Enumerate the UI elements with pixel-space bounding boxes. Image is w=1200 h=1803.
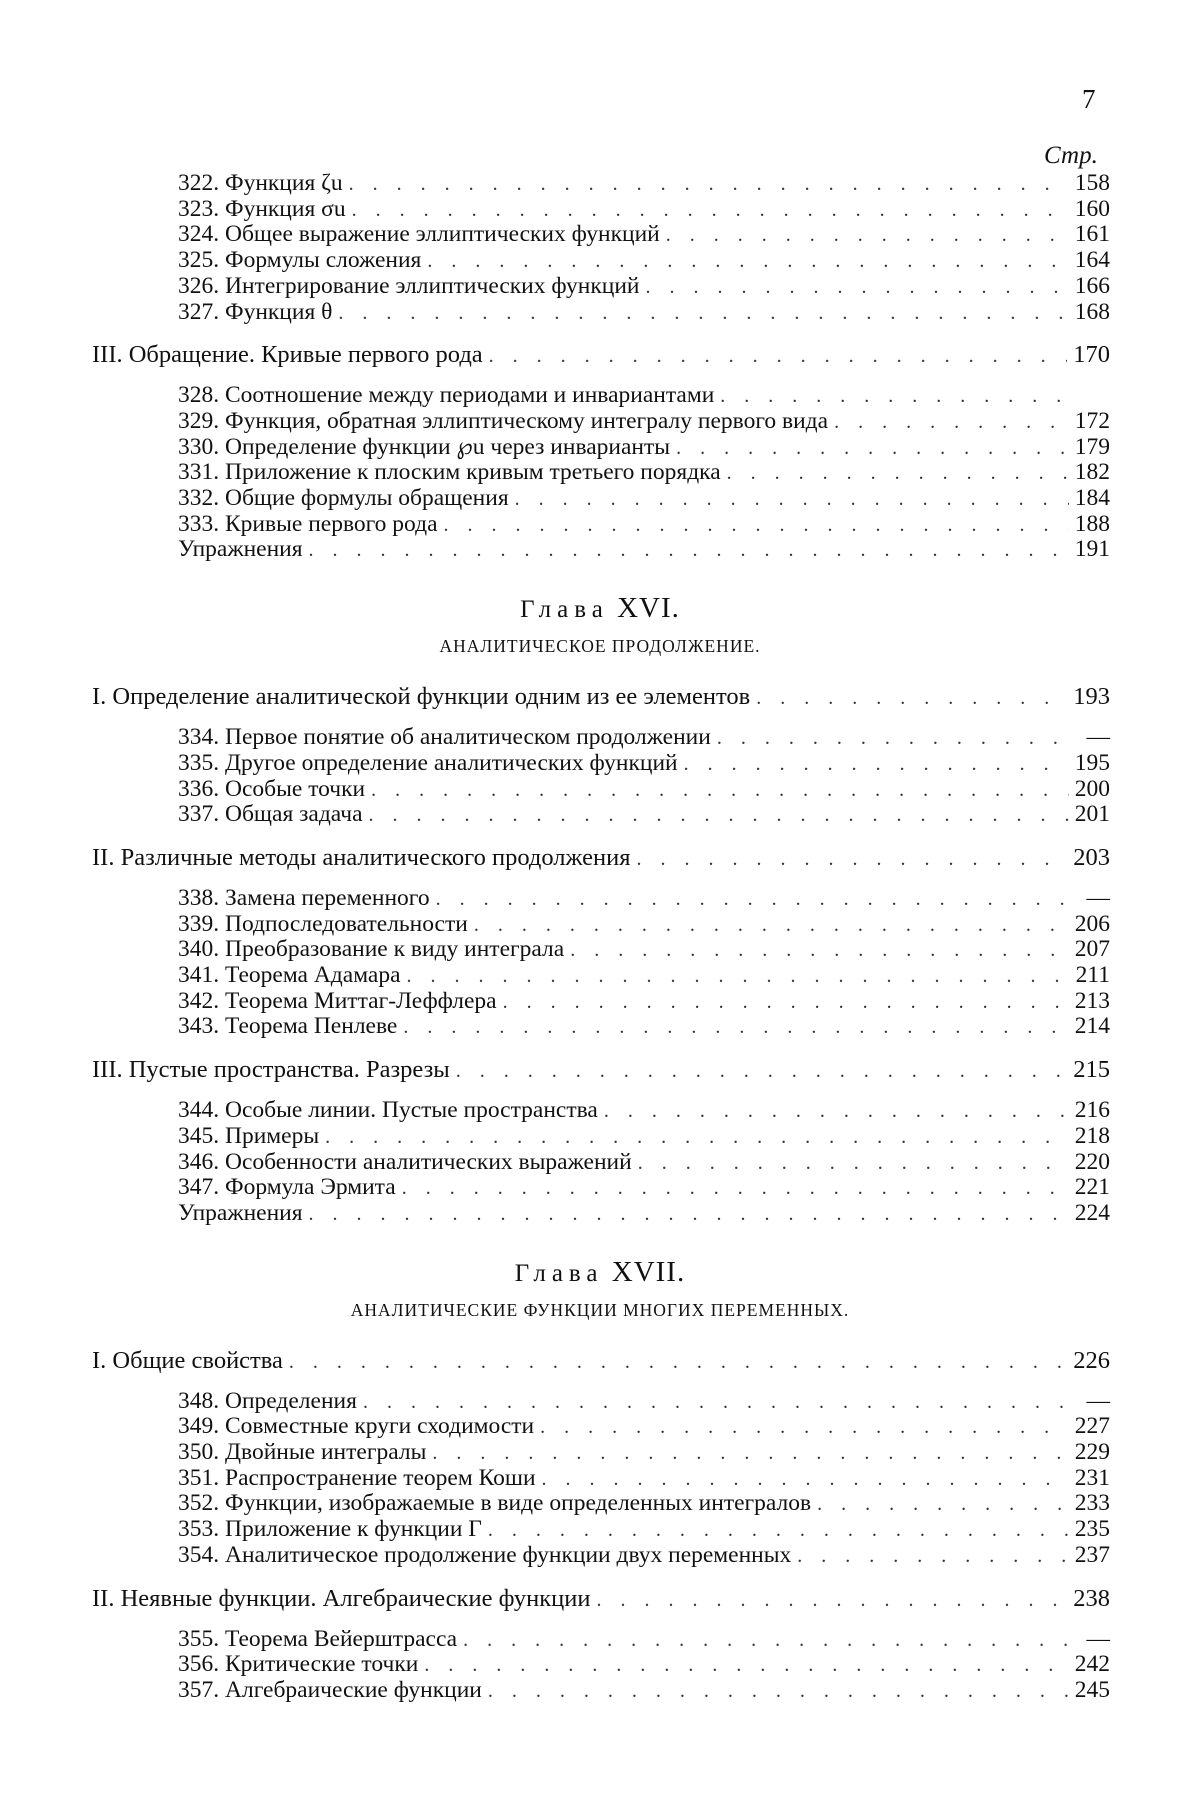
dot-leader xyxy=(684,751,1069,777)
dot-leader xyxy=(834,409,1069,435)
page-ref: — xyxy=(1076,724,1110,750)
dot-leader xyxy=(352,197,1069,223)
dot-leader xyxy=(369,802,1069,828)
section-title: III. Пустые пространства. Разрезы xyxy=(92,1057,450,1083)
toc-entry xyxy=(178,885,1110,912)
entry-title: 356. Критические точки xyxy=(178,1651,418,1677)
entry-title: 332. Общие формулы обращения xyxy=(178,485,509,511)
toc-entry xyxy=(178,1149,1110,1176)
toc-entry xyxy=(178,1439,1110,1466)
page-ref: 216 xyxy=(1075,1097,1110,1123)
dot-leader xyxy=(488,1517,1069,1543)
page-ref: 206 xyxy=(1075,911,1110,937)
page-ref: 226 xyxy=(1073,1348,1110,1374)
dot-leader xyxy=(717,725,1070,751)
toc-entry xyxy=(178,459,1110,486)
dot-leader xyxy=(596,1587,1067,1613)
entry-title: 324. Общее выражение эллиптических функций xyxy=(178,221,660,247)
dot-leader xyxy=(797,1543,1068,1569)
entry-title: 352. Функции, изображаемые в виде определенных интегралов xyxy=(178,1490,811,1516)
toc-entry xyxy=(178,1516,1110,1543)
dot-leader xyxy=(309,537,1069,563)
page-ref: 195 xyxy=(1075,750,1110,776)
dot-leader xyxy=(338,300,1068,326)
dot-leader xyxy=(570,937,1069,963)
dot-leader xyxy=(371,777,1069,803)
toc-entry xyxy=(178,1174,1110,1201)
toc-entry xyxy=(178,776,1110,803)
entry-title: 322. Функция ζu xyxy=(178,170,343,196)
chapter-numeral: XVI. xyxy=(617,592,680,624)
dot-leader xyxy=(349,171,1069,197)
page-ref: 237 xyxy=(1075,1542,1110,1568)
dot-leader xyxy=(542,1466,1069,1492)
entry-title: 357. Алгебраические функции xyxy=(178,1677,482,1703)
entry-title: 349. Совместные круги сходимости xyxy=(178,1413,534,1439)
entry-title: 338. Замена переменного xyxy=(178,885,430,911)
page-ref: 227 xyxy=(1075,1413,1110,1439)
page-ref: 200 xyxy=(1075,776,1110,802)
toc-entry xyxy=(178,1626,1110,1653)
toc-entry xyxy=(178,1542,1110,1569)
dot-leader xyxy=(638,1150,1069,1176)
dot-leader xyxy=(363,1389,1070,1415)
chapter-word: Глава xyxy=(515,1260,604,1287)
entry-title: 354. Аналитическое продолжение функции двух переменных xyxy=(178,1542,791,1568)
toc-entry xyxy=(178,382,1110,409)
entry-title: 331. Приложение к плоским кривым третьего порядка xyxy=(178,459,721,485)
entry-title: 334. Первое понятие об аналитическом продолжении xyxy=(178,724,711,750)
toc-entry xyxy=(178,485,1110,512)
chapter-heading xyxy=(0,592,1200,625)
page-ref: 235 xyxy=(1075,1516,1110,1542)
page-ref: 220 xyxy=(1075,1149,1110,1175)
entry-title: 355. Теорема Вейерштрасса xyxy=(178,1626,457,1652)
page-ref: 231 xyxy=(1075,1465,1110,1491)
dot-leader xyxy=(515,486,1069,512)
dot-leader xyxy=(488,1678,1069,1704)
entry-title: 353. Приложение к функции Γ xyxy=(178,1516,482,1542)
page-ref: 233 xyxy=(1075,1490,1110,1516)
page-ref: 207 xyxy=(1075,936,1110,962)
dot-leader xyxy=(720,383,1070,409)
page-ref: 213 xyxy=(1075,988,1110,1014)
entry-title: 339. Подпоследовательности xyxy=(178,911,468,937)
entry-title: 350. Двойные интегралы xyxy=(178,1439,426,1465)
dot-leader xyxy=(309,1201,1069,1227)
page-ref: 188 xyxy=(1075,511,1110,537)
toc-entry xyxy=(178,1123,1110,1150)
toc-entry xyxy=(178,408,1110,435)
section-heading xyxy=(92,845,1110,872)
page-ref: 229 xyxy=(1075,1439,1110,1465)
toc-entry xyxy=(178,273,1110,300)
toc-entry xyxy=(178,299,1110,326)
toc-entry xyxy=(178,1013,1110,1040)
page-ref: 201 xyxy=(1075,801,1110,827)
toc-entry xyxy=(178,170,1110,197)
page-ref: — xyxy=(1076,1388,1110,1414)
dot-leader xyxy=(432,1440,1068,1466)
entry-title: 348. Определения xyxy=(178,1388,357,1414)
page-ref: 182 xyxy=(1075,459,1110,485)
toc-entry xyxy=(178,536,1110,563)
dot-leader xyxy=(646,274,1069,300)
page-ref: 221 xyxy=(1075,1174,1110,1200)
entry-title: Упражнения xyxy=(178,1200,303,1226)
entry-title: 335. Другое определение аналитических функций xyxy=(178,750,678,776)
section-heading xyxy=(92,1057,1110,1084)
section-heading xyxy=(92,684,1110,711)
page-ref: 179 xyxy=(1075,434,1110,460)
page-ref: 242 xyxy=(1075,1651,1110,1677)
page-ref: 158 xyxy=(1075,170,1110,196)
toc-entry xyxy=(178,801,1110,828)
entry-title: 327. Функция θ xyxy=(178,299,332,325)
page-ref: 168 xyxy=(1075,299,1110,325)
dot-leader xyxy=(474,912,1069,938)
toc-entry xyxy=(178,988,1110,1015)
toc-entry xyxy=(178,1097,1110,1124)
toc-entry xyxy=(178,1465,1110,1492)
entry-title: 336. Особые точки xyxy=(178,776,365,802)
dot-leader xyxy=(444,512,1069,538)
page-column-header: Стр. xyxy=(1044,142,1098,170)
dot-leader xyxy=(676,435,1069,461)
section-title: III. Обращение. Кривые первого рода xyxy=(92,342,483,368)
page-ref: 218 xyxy=(1075,1123,1110,1149)
page-ref: 191 xyxy=(1075,536,1110,562)
page-ref: 214 xyxy=(1075,1013,1110,1039)
toc-entry xyxy=(178,1200,1110,1227)
entry-title: 337. Общая задача xyxy=(178,801,363,827)
page-number: 7 xyxy=(1082,84,1096,115)
chapter-title: АНАЛИТИЧЕСКИЕ ФУНКЦИИ МНОГИХ ПЕРЕМЕННЫХ. xyxy=(0,1300,1200,1321)
chapter-word: Глава xyxy=(520,596,609,623)
toc-entry xyxy=(178,724,1110,751)
entry-title: 342. Теорема Миттаг-Леффлера xyxy=(178,988,497,1014)
dot-leader xyxy=(540,1414,1069,1440)
toc-entry xyxy=(178,1677,1110,1704)
page-ref: 184 xyxy=(1075,485,1110,511)
page-ref: 172 xyxy=(1075,408,1110,434)
toc-entry xyxy=(178,1490,1110,1517)
toc-entry xyxy=(178,196,1110,223)
toc-entry xyxy=(178,1413,1110,1440)
dot-leader xyxy=(489,343,1068,369)
toc-entry xyxy=(178,750,1110,777)
dot-leader xyxy=(403,1014,1068,1040)
dot-leader xyxy=(407,963,1070,989)
dot-leader xyxy=(636,846,1067,872)
dot-leader xyxy=(289,1349,1067,1375)
page-ref: 164 xyxy=(1075,247,1110,273)
page-ref: 224 xyxy=(1075,1200,1110,1226)
dot-leader xyxy=(756,685,1067,711)
page-ref: 245 xyxy=(1075,1677,1110,1703)
dot-leader xyxy=(604,1098,1069,1124)
entry-title: 325. Формулы сложения xyxy=(178,247,421,273)
entry-title: 340. Преобразование к виду интеграла xyxy=(178,936,564,962)
dot-leader xyxy=(402,1175,1069,1201)
entry-title: 345. Примеры xyxy=(178,1123,319,1149)
page-ref: 193 xyxy=(1073,684,1110,710)
page-ref: 160 xyxy=(1075,196,1110,222)
dot-leader xyxy=(503,989,1069,1015)
entry-title: 351. Распространение теорем Коши xyxy=(178,1465,536,1491)
section-heading xyxy=(92,1586,1110,1613)
toc-entry xyxy=(178,247,1110,274)
entry-title: 326. Интегрирование эллиптических функций xyxy=(178,273,640,299)
section-heading xyxy=(92,1348,1110,1375)
page-ref: — xyxy=(1076,885,1110,911)
section-heading xyxy=(92,342,1110,369)
chapter-title: АНАЛИТИЧЕСКОЕ ПРОДОЛЖЕНИЕ. xyxy=(0,636,1200,657)
page-ref: 211 xyxy=(1076,962,1110,988)
entry-title: 346. Особенности аналитических выражений xyxy=(178,1149,632,1175)
page-ref: 203 xyxy=(1073,845,1110,871)
dot-leader xyxy=(463,1627,1070,1653)
entry-title: 343. Теорема Пенлеве xyxy=(178,1013,397,1039)
entry-title: 341. Теорема Адамара xyxy=(178,962,401,988)
section-title: II. Различные методы аналитического продолжения xyxy=(92,845,630,871)
toc-entry xyxy=(178,221,1110,248)
toc-entry xyxy=(178,962,1110,989)
page-ref: 215 xyxy=(1073,1057,1110,1083)
page-ref: — xyxy=(1076,1626,1110,1652)
page-ref: 170 xyxy=(1073,342,1110,368)
entry-title: 330. Определение функции ℘u через инварианты xyxy=(178,434,670,460)
entry-title: 347. Формула Эрмита xyxy=(178,1174,396,1200)
dot-leader xyxy=(666,222,1069,248)
dot-leader xyxy=(325,1124,1069,1150)
entry-title: 328. Соотношение между периодами и инвариантами xyxy=(178,382,714,408)
entry-title: 323. Функция σu xyxy=(178,196,346,222)
section-title: I. Общие свойства xyxy=(92,1348,283,1374)
toc-entry xyxy=(178,1651,1110,1678)
chapter-numeral: XVII. xyxy=(612,1256,685,1288)
toc-entry xyxy=(178,434,1110,461)
entry-title: 333. Кривые первого рода xyxy=(178,511,438,537)
dot-leader xyxy=(727,460,1069,486)
entry-title: Упражнения xyxy=(178,536,303,562)
chapter-heading xyxy=(0,1256,1200,1289)
entry-title: 344. Особые линии. Пустые пространства xyxy=(178,1097,598,1123)
entry-title: 329. Функция, обратная эллиптическому интегралу первого вида xyxy=(178,408,828,434)
dot-leader xyxy=(456,1058,1068,1084)
toc-entry xyxy=(178,936,1110,963)
toc-entry xyxy=(178,511,1110,538)
page-ref: 161 xyxy=(1075,221,1110,247)
dot-leader xyxy=(817,1491,1069,1517)
page-ref: 166 xyxy=(1075,273,1110,299)
dot-leader xyxy=(436,886,1070,912)
toc-entry xyxy=(178,1388,1110,1415)
toc-entry xyxy=(178,911,1110,938)
dot-leader xyxy=(424,1652,1068,1678)
page-ref: 238 xyxy=(1073,1586,1110,1612)
section-title: II. Неявные функции. Алгебраические функции xyxy=(92,1586,590,1612)
book-page xyxy=(0,0,1200,1803)
section-title: I. Определение аналитической функции одним из ее элементов xyxy=(92,684,750,710)
dot-leader xyxy=(427,248,1068,274)
